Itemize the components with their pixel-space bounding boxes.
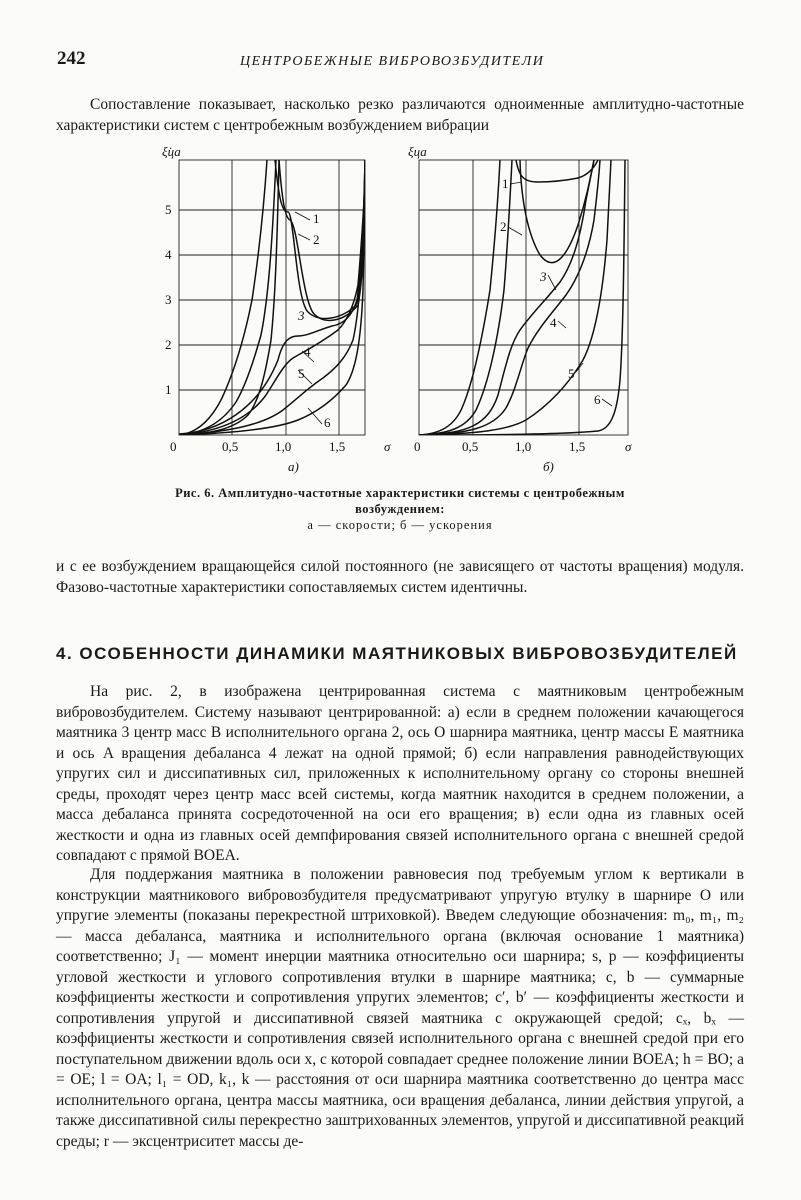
- panel-b-x-tick-10: 1,0: [515, 439, 532, 454]
- panel-b-y-label: ξца: [408, 144, 427, 159]
- panel-a-y-label: ξ̇ца: [162, 144, 181, 159]
- panel-a-curve-1: [275, 160, 365, 318]
- figure-caption: [140, 485, 660, 533]
- panel-a-curve-label-3: 3: [298, 308, 305, 323]
- panel-b-curve-label-1: 1: [502, 176, 509, 191]
- panel-b-x-tick-05: 0,5: [462, 439, 479, 454]
- panel-a-x-tick-10: 1,0: [275, 439, 292, 454]
- panel-b-curve-3: [419, 160, 594, 435]
- panel-a-curve-label-5: 5: [298, 366, 305, 381]
- panel-a-curve-label-1: 1: [313, 211, 320, 226]
- section-paragraph-2: Для поддержания маятника в положении равновесия под требуемым углом к вертикали в конструкции маятникового вибровозбудителя предусматривают упругую втулку в шарнире O или упругие элементы (показаны перекрестной штриховкой). Введем следующие обозначения: m₀, m₁, m₂ — масса дебаланса, маятника и исполнительного органа (включая основание 1 маятника) соответственно; J₁ — момент инерции маятника относительно оси шарнира; s, p — коэффициенты угловой жесткости и углового сопротивления втулки в шарнире маятника; c, b — суммарные коэффициенты жесткости и сопротивления упругих элементов; c′, b′ — коэффициенты жесткости и сопротивления упругой и диссипативной связей маятника с окружающей средой; cₓ, bₓ — коэффициенты жесткости и сопротивления связей исполнительного органа с внешней средой при его поступательном движении вдоль оси x, с которой совпадает среднее положение линии BOEA; h = BO; a = OE; l = OA; l₁ = OD, k₁, k — расстояния от оси шарнира маятника соответственно до центра масс исполнительного органа, центра массы маятника, оси вращения дебаланса, линии действия упругой, а также диссипативной силы перекрестно заштрихованных элементов, упругой и диссипативной реакций среды; r — эксцентриситет массы де-: [56, 866, 744, 1150]
- y-tick-1: 1: [165, 382, 172, 397]
- panel-a-curve-left-2: [179, 160, 276, 435]
- panel-b-curve-5: [419, 160, 611, 435]
- panel-a-curve-label-2: 2: [313, 232, 320, 247]
- figure-6: [148, 140, 648, 485]
- panel-b-curve-label-2: 2: [500, 219, 507, 234]
- intro-paragraph: Сопоставление показывает, насколько резко различаются одноименные амплитудно-частотные характеристики систем с центробежным возбуждением вибрации: [56, 96, 744, 134]
- panel-b-curve-label-5: 5: [568, 366, 575, 381]
- panel-b-x-tick-0: 0: [414, 439, 421, 454]
- panel-b-sublabel: б): [543, 459, 554, 474]
- panel-a-x-tick-0: 0: [170, 439, 177, 454]
- panel-a-x-tick-sigma: σ: [384, 439, 391, 454]
- caption-legend: а — скорости; б — ускорения: [307, 518, 493, 532]
- panel-a-curve-label-4: 4: [304, 344, 311, 359]
- panel-b-curve-label-6: 6: [594, 392, 601, 407]
- caption-title: Рис. 6. Амплитудно-частотные характеристики системы с центробежным возбуждением:: [175, 486, 625, 516]
- section-heading: 4. ОСОБЕННОСТИ ДИНАМИКИ МАЯТНИКОВЫХ ВИБРОВОЗБУДИТЕЛЕЙ: [56, 644, 738, 663]
- page-number: 242: [57, 48, 86, 69]
- y-tick-5: 5: [165, 202, 172, 217]
- panel-a-curve-3: [179, 160, 365, 434]
- panel-a-curve-6: [179, 160, 365, 435]
- y-tick-4: 4: [165, 247, 172, 262]
- section-paragraph-1: На рис. 2, в изображена центрированная система с маятниковым центробежным вибровозбудителем. Систему называют центрированной: а) если в среднем положении качающегося маятника 3 центр масс B исполнительного органа 2, ось O шарнира маятника, центр массы E маятника и ось A вращения дебаланса 4 лежат на одной прямой; б) если направления равнодействующих упругих сил и диссипативных сил, приложенных к исполнительному органу со стороны внешней среды, проходят через центр масс всей системы, когда маятник находится в среднем положении, а масса дебаланса принята сосредоточенной на оси его вращения; в) если одна из главных осей жесткости и одна из главных осей демпфирования связей исполнительного органа с внешней средой совпадают с прямой BOEA.: [56, 683, 744, 864]
- panel-a-sublabel: а): [288, 459, 299, 474]
- panel-b-curve-1: [516, 160, 598, 182]
- panel-b-x-tick-sigma: σ: [625, 439, 632, 454]
- panel-b-x-tick-15: 1,5: [569, 439, 586, 454]
- panel-b-curve-label-3: 3: [540, 269, 547, 284]
- panel-b-curve-label-4: 4: [550, 315, 557, 330]
- panel-a-curve-label-6: 6: [324, 415, 331, 430]
- y-tick-2: 2: [165, 337, 172, 352]
- panel-a-x-tick-05: 0,5: [222, 439, 239, 454]
- y-tick-3: 3: [165, 292, 172, 307]
- panel-a-curve-left-3: [179, 160, 267, 435]
- panel-a-curve-2: [279, 160, 366, 320]
- panel-a-x-tick-15: 1,5: [329, 439, 346, 454]
- panel-b-curve-left-2: [419, 160, 500, 435]
- running-head: ЦЕНТРОБЕЖНЫЕ ВИБРОВОЗБУДИТЕЛИ: [240, 54, 545, 69]
- after-figure-paragraph: и с ее возбуждением вращающейся силой постоянного (не зависящего от частоты вращения) модуля. Фазово-частотные характеристики сопоставляемых систем идентичны.: [56, 558, 744, 596]
